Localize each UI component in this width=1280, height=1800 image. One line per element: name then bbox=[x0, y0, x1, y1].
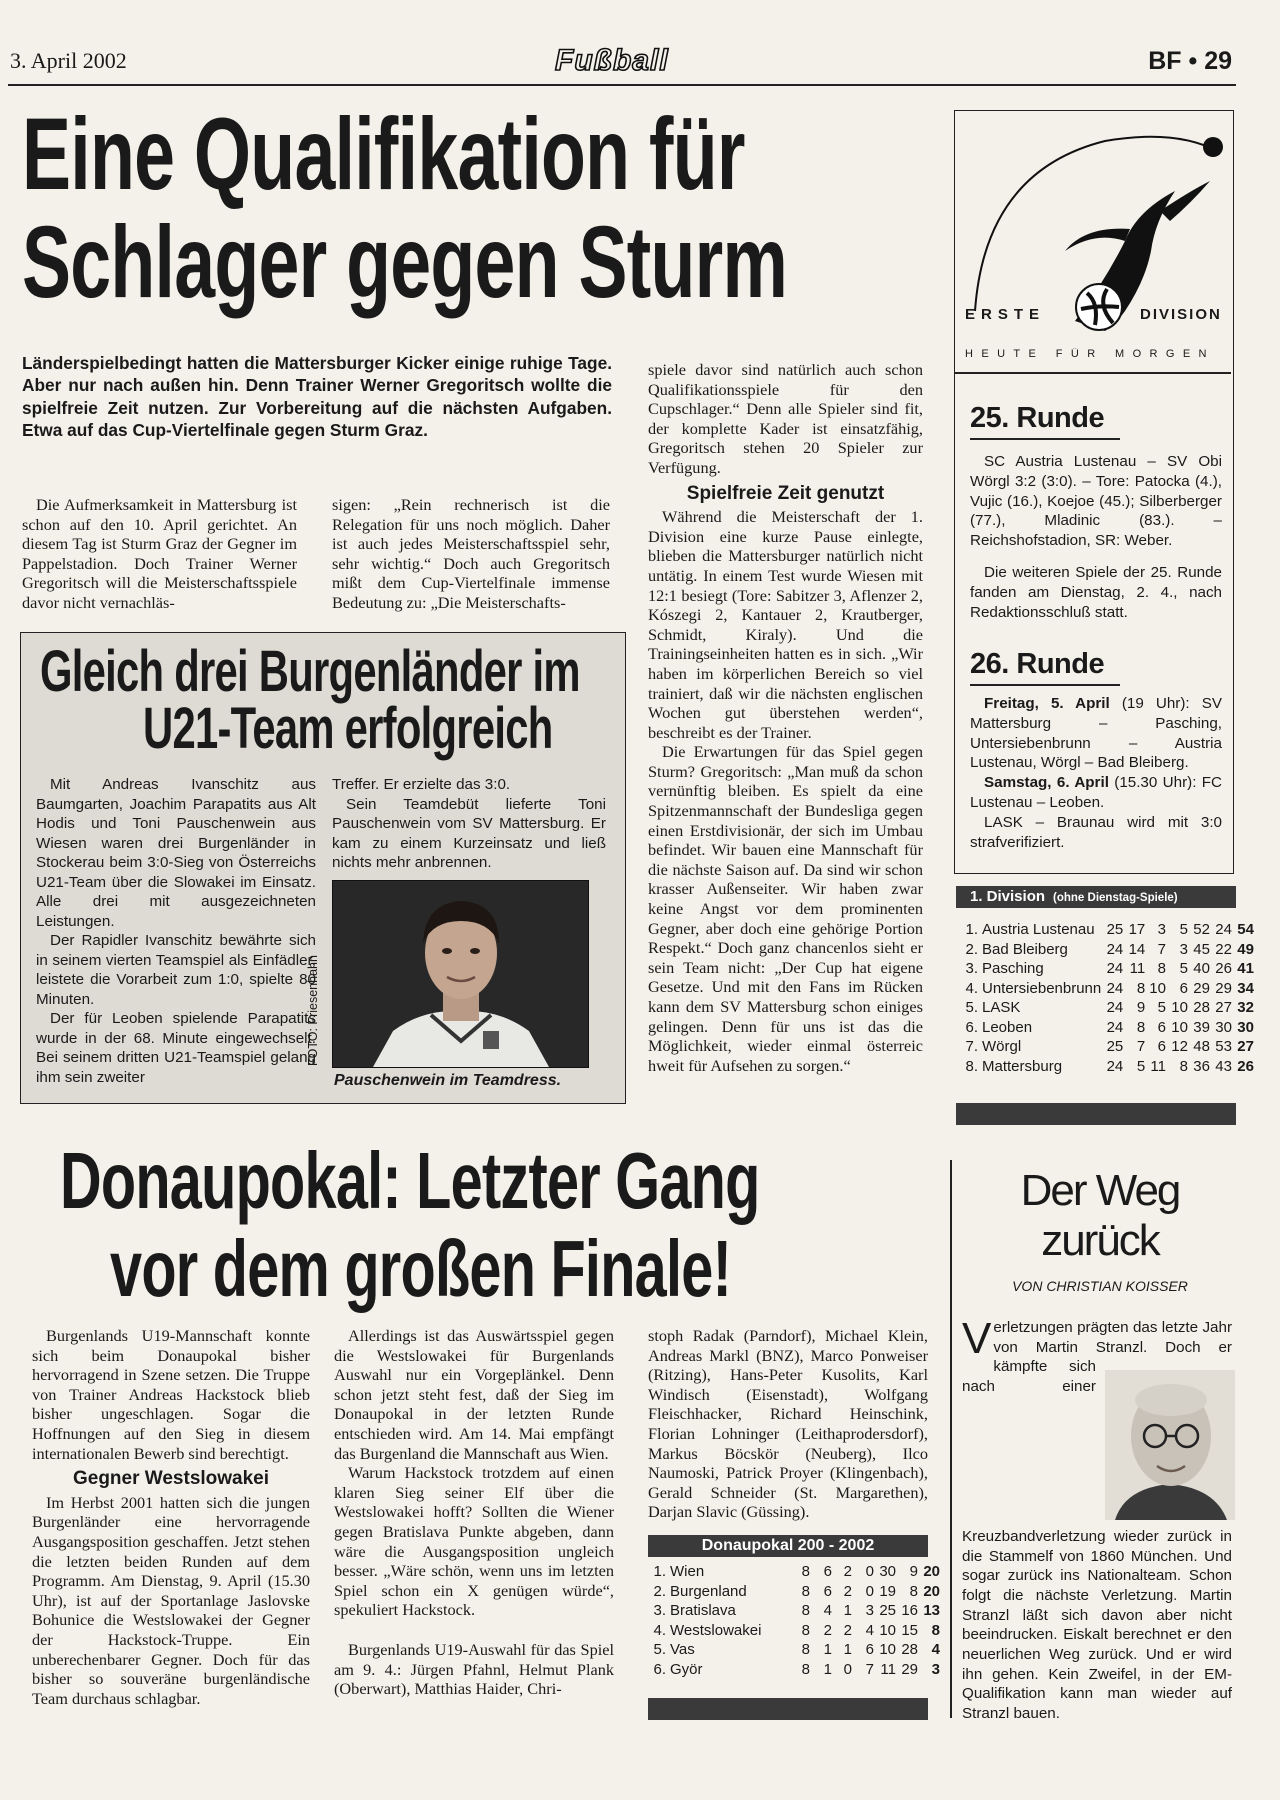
table-cell: 29 bbox=[901, 1660, 918, 1678]
table-cell: 12 bbox=[1171, 1038, 1188, 1055]
article1-subhead: Spielfreie Zeit genutzt bbox=[686, 482, 885, 504]
column-headline-line2: zurück bbox=[1041, 1216, 1159, 1265]
article2-col3 bbox=[648, 1326, 928, 1522]
page-number: BF • 29 bbox=[1148, 47, 1232, 75]
table-cell: 36 bbox=[1193, 1057, 1210, 1075]
table-cell: 8 bbox=[801, 1602, 810, 1619]
boxstory-col1 bbox=[36, 775, 316, 1087]
table-cell: 24 bbox=[1106, 999, 1124, 1016]
table-cell: 10 bbox=[1149, 979, 1166, 997]
table-cell: Untersiebenbrunn bbox=[982, 979, 1102, 997]
table-cell: 9 bbox=[1136, 999, 1146, 1016]
table-cell: 8 bbox=[1136, 979, 1146, 997]
table-cell: 3 bbox=[931, 1660, 940, 1678]
article2-col1-p1: Burgenlands U19-Mannschaft konnte sich beim Donaupokal bisher hervorragend in Szene setzen. Die Truppe von Trainer Andreas Hackstock blieb bisher ungeschlagen. Sogar die Hoffnungen auf den Sieg in diesem internationalen Bewerb sind berechtigt. bbox=[32, 1326, 310, 1463]
table-row bbox=[962, 998, 1256, 1018]
table-row bbox=[962, 1018, 1256, 1038]
table-row bbox=[650, 1562, 942, 1582]
boxstory-col2-p2: Sein Teamdebüt lieferte Toni Pauschenwein vom SV Mattersburg. Er kam zu einem Kurzeinsatz und ließ nichts mehr anbrennen. bbox=[332, 795, 606, 871]
header-rule bbox=[8, 84, 1236, 86]
table-row bbox=[650, 1640, 942, 1660]
table-cell: 8. bbox=[965, 1057, 978, 1075]
table-cell: 11 bbox=[1150, 1057, 1166, 1075]
table-cell: 22 bbox=[1215, 940, 1232, 958]
goalkeeper-logo-icon bbox=[955, 111, 1231, 386]
table-cell: 27 bbox=[1237, 1038, 1254, 1055]
table-cell: 30 bbox=[1237, 1018, 1254, 1036]
table-cell: 28 bbox=[1193, 999, 1210, 1016]
table-cell: 20 bbox=[923, 1563, 940, 1580]
table-row bbox=[962, 920, 1256, 940]
table-cell: 53 bbox=[1215, 1038, 1232, 1055]
table-cell: 40 bbox=[1193, 960, 1210, 977]
round26-sat-label: Samstag, 6. April bbox=[984, 774, 1109, 792]
table-cell: 1. bbox=[653, 1563, 666, 1580]
table-cell: 8 bbox=[801, 1621, 810, 1639]
table-cell: 15 bbox=[901, 1621, 918, 1639]
table-cell: 16 bbox=[901, 1602, 918, 1619]
table-cell: 24 bbox=[1106, 979, 1124, 997]
player-photo bbox=[332, 880, 589, 1068]
table-cell: 26 bbox=[1237, 1057, 1254, 1075]
table-cell: 11 bbox=[880, 1660, 896, 1678]
table-cell: 2. bbox=[653, 1582, 666, 1600]
division-table-header bbox=[956, 886, 1236, 908]
table-cell: Mattersburg bbox=[982, 1057, 1063, 1075]
table-cell: 1 bbox=[843, 1602, 852, 1619]
table-cell: 8 bbox=[1157, 960, 1166, 977]
article1-lead: Länderspielbedingt hatten die Mattersburger Kicker einige ruhige Tage. Aber nur nach außen hin. Denn Trainer Werner Gregoritsch wollte die spielfreie Zeit nutzen. Zur Vorbereitung auf die nächsten Aufgaben. Etwa auf das Cup-Viertelfinale gegen Sturm Graz. bbox=[22, 353, 612, 441]
donaupokal-table-title: Donaupokal 200 - 2002 bbox=[701, 1537, 875, 1554]
table-cell: 30 bbox=[879, 1563, 896, 1580]
article2-col2-p1: Allerdings ist das Auswärtsspiel gegen die Westslowakei für Burgenlands Auswahl nur ein Vorgeplänkel. Denn schon jetzt steht fest, daß der Sieg im Donaupokal in der letzten Runde entschieden wird. Am 14. Mai empfängt das Burgenland die Mannschaft aus Wien. bbox=[334, 1326, 614, 1463]
table-cell: Bad Bleiberg bbox=[982, 940, 1068, 958]
table-row bbox=[962, 959, 1256, 979]
donaupokal-standings bbox=[650, 1562, 942, 1679]
table-row bbox=[650, 1621, 942, 1641]
table-row bbox=[650, 1660, 942, 1680]
table-cell: 29 bbox=[1215, 979, 1232, 997]
boxstory-headline-line2: U21-Team erfolgreich bbox=[143, 696, 553, 761]
football-pattern-icon bbox=[1077, 285, 1121, 329]
table-cell: Leoben bbox=[982, 1018, 1033, 1036]
table-cell: 5 bbox=[1136, 1057, 1146, 1075]
table-cell: 52 bbox=[1193, 921, 1210, 938]
table-cell: 20 bbox=[923, 1582, 940, 1600]
boxstory-col1-p2: Der Rapidler Ivanschitz bewährte sich in seinem vierten Teamspiel als Einfädler, leistete die Vorarbeit zum 1:0, spielte 80 Minuten. bbox=[36, 932, 316, 1008]
table-cell: 3. bbox=[965, 960, 978, 977]
round26-fri-label: Freitag, 5. April bbox=[984, 695, 1110, 712]
table-cell: 24 bbox=[1215, 921, 1232, 938]
table-cell: 4. bbox=[965, 979, 978, 997]
table-cell: Bratislava bbox=[670, 1602, 736, 1619]
table-cell: 45 bbox=[1193, 940, 1210, 958]
table-cell: 17 bbox=[1128, 921, 1146, 938]
sidebar-logo-rule bbox=[955, 372, 1231, 374]
table-cell: 5. bbox=[965, 999, 978, 1016]
table-cell: 1. bbox=[965, 921, 978, 938]
division-table-subtitle: (ohne Dienstag-Spiele) bbox=[1053, 892, 1178, 904]
table-cell: 3 bbox=[1179, 940, 1188, 958]
table-cell: 29 bbox=[1193, 979, 1210, 997]
table-cell: 30 bbox=[1215, 1018, 1232, 1036]
table-cell: 0 bbox=[843, 1660, 852, 1678]
table-cell: 10 bbox=[879, 1621, 896, 1639]
table-cell: 34 bbox=[1237, 979, 1254, 997]
table-cell: 2. bbox=[965, 940, 978, 958]
article2-col2 bbox=[334, 1326, 614, 1699]
table-cell: 25 bbox=[1106, 1038, 1124, 1055]
article1-col3-p1: spiele davor sind natürlich auch schon Qualifikationsspiele für den Cupschlager.“ Denn alle Spieler sind fit, der komplette Kader ist einsatzfähig, Gregoritsch stehen 20 Spieler zur Verfügung. bbox=[648, 360, 923, 477]
table-cell: 3 bbox=[865, 1602, 874, 1619]
table-cell: 1 bbox=[843, 1641, 852, 1658]
table-cell: 5 bbox=[1179, 921, 1188, 938]
table-cell: 7. bbox=[965, 1038, 978, 1055]
boxstory-col1-p1: Mit Andreas Ivanschitz aus Baumgarten, Joachim Parapatits aus Alt Hodis und Toni Pauschenwein aus Wiesen waren drei Burgenländer in Stockerau beim 3:0-Sieg von Österreichs U21-Team über die Slowakei im Einsatz. Alle drei mit ausgezeichneten Leistungen. bbox=[36, 776, 316, 930]
table-cell: 25 bbox=[879, 1602, 896, 1619]
table-cell: 49 bbox=[1237, 940, 1254, 958]
table-cell: 7 bbox=[865, 1660, 874, 1678]
table-cell: 6 bbox=[823, 1582, 832, 1600]
boxstory-col2-p1: Treffer. Er erzielte das 3:0. bbox=[332, 776, 511, 793]
table-cell: 26 bbox=[1215, 960, 1232, 977]
table-cell: 1 bbox=[823, 1641, 832, 1658]
table-cell: 43 bbox=[1215, 1057, 1232, 1075]
table-cell: 28 bbox=[901, 1641, 918, 1658]
table-cell: 0 bbox=[865, 1582, 874, 1600]
table-cell: 24 bbox=[1106, 1057, 1124, 1075]
article2-headline-line2: vor dem großen Finale! bbox=[110, 1224, 732, 1313]
article1-col3 bbox=[648, 360, 923, 1075]
table-cell: 8 bbox=[1136, 1018, 1146, 1036]
round25-p2: Die weiteren Spiele der 25. Runde fanden am Dienstag, 2. 4., nach Redaktionsschluß statt. bbox=[970, 563, 1222, 621]
table-cell: 3. bbox=[653, 1602, 666, 1619]
column-byline: VON CHRISTIAN KOISSER bbox=[1012, 1278, 1188, 1294]
donaupokal-table-footer bbox=[648, 1698, 928, 1720]
article1-col2-text: sigen: „Rein rechnerisch ist die Relegation für uns noch möglich. Daher ist auch jedes Meisterschaftsspiel sehr, sehr wichtig.“ Doch auch Gregoritsch mißt dem Cup-Viertelfinale immense Bedeutung zu: „Die Meisterschafts- bbox=[332, 495, 610, 612]
table-cell: 10 bbox=[1171, 1018, 1188, 1036]
column-dropcap: V bbox=[962, 1314, 992, 1363]
photo-credit: FOTO: Friesenhahn bbox=[306, 955, 320, 1066]
round26-sat: (15.30 Uhr): FC Lustenau – Leoben. bbox=[970, 774, 1223, 811]
table-cell: 8 bbox=[801, 1641, 810, 1658]
donaupokal-table bbox=[650, 1562, 942, 1679]
article2-headline-line1: Donaupokal: Letzter Gang bbox=[60, 1136, 760, 1225]
table-cell: 24 bbox=[1106, 1018, 1124, 1036]
erste-division-logo bbox=[955, 111, 1231, 386]
donaupokal-table-header bbox=[648, 1535, 928, 1557]
division-table bbox=[962, 920, 1256, 1076]
boxstory-col1-p3: Der für Leoben spielende Parapatits wurde in der 68. Minute eingewechselt. Bei seinem dritten U21-Teamspiel gelang ihm sein zweiter bbox=[36, 1010, 316, 1086]
logo-text-left: ERSTE bbox=[965, 306, 1046, 323]
table-cell: 41 bbox=[1237, 960, 1254, 977]
table-cell: 2 bbox=[843, 1563, 852, 1580]
table-cell: 8 bbox=[801, 1563, 810, 1580]
table-cell: 2 bbox=[843, 1582, 852, 1600]
table-cell: 19 bbox=[879, 1582, 896, 1600]
logo-tagline: HEUTE FÜR MORGEN bbox=[965, 348, 1215, 360]
table-cell: 14 bbox=[1128, 940, 1146, 958]
table-row bbox=[650, 1582, 942, 1602]
round26-text bbox=[970, 694, 1222, 852]
table-cell: Westslowakei bbox=[670, 1621, 762, 1639]
article1-col3-p2: Während die Meisterschaft der 1. Division eine kurze Pause einlegte, blieben die Mattersburger natürlich nicht untätig. In einem Test wurde Wiesen mit 12:1 besiegt (Tore: Sabitzer 3, Aflenzer 2, Kószegi 2, Kantauer 2, Krautberger, Schmidt, Kiraly). Und die Trainingseinheiten hatten es in sich. „Wir haben im körperlichen Bereich so viel trainiert, daß wir die nächsten englischen Wochen gut überstehen werden“, beschreibt es der Trainer. bbox=[648, 507, 923, 742]
table-cell: 5 bbox=[1179, 960, 1188, 977]
article1-headline-line1: Eine Qualifikation für bbox=[22, 97, 745, 211]
round25-title: 25. Runde bbox=[970, 402, 1105, 434]
round26-underline bbox=[970, 684, 1120, 686]
table-cell: 4. bbox=[653, 1621, 666, 1639]
table-cell: 6 bbox=[865, 1641, 874, 1658]
round25-text bbox=[970, 452, 1222, 622]
boxstory-col2 bbox=[332, 775, 606, 873]
article2-col1 bbox=[32, 1326, 310, 1708]
table-cell: 0 bbox=[865, 1563, 874, 1580]
table-row bbox=[962, 979, 1256, 999]
round26-title: 26. Runde bbox=[970, 648, 1105, 680]
article2-col2-p3: Burgenlands U19-Auswahl für das Spiel am 9. 4.: Jürgen Pfahnl, Helmut Plank (Oberwart), Matthias Haider, Chri- bbox=[334, 1639, 614, 1699]
article1-col2 bbox=[332, 495, 610, 613]
table-cell: 4 bbox=[823, 1602, 832, 1619]
column-headline bbox=[975, 1166, 1225, 1266]
article2-col2-p2: Warum Hackstock trotzdem auf einen klaren Sieg seiner Elf über die Westslowakei hofft? Sollten die Wiener gegen Bratislava Punkte abgeben, dann wäre die Ausgangsposition ungleich besser. „Wäre schön, wenn uns im letzten Spiel schon ein X genügen würde“, spekuliert Hackstock. bbox=[334, 1463, 614, 1620]
article1-headline-line2: Schlager gegen Sturm bbox=[22, 205, 788, 319]
table-cell: 10 bbox=[879, 1641, 896, 1658]
table-cell: 6 bbox=[1157, 1018, 1166, 1036]
table-cell: 2 bbox=[843, 1621, 852, 1639]
article1-col1 bbox=[22, 495, 297, 613]
table-cell: 8 bbox=[1179, 1057, 1188, 1075]
table-cell: Pasching bbox=[982, 960, 1044, 977]
article1-col1-text: Die Aufmerksamkeit in Mattersburg ist schon auf den 10. April gerichtet. An diesem Tag ist Sturm Graz der Gegner im Pappelstadion. Doch Trainer Werner Gregoritsch will die Meisterschaftsspiele davor nicht vernachläs- bbox=[22, 495, 297, 612]
article1-col3-p3: Die Erwartungen für das Spiel gegen Sturm? Gregoritsch: „Man muß da schon vernünftig bleiben. Es spielt da eine Spitzenmannschaft der Bundesliga gegen einen Erstdivisionär, der sich im Umbau befindet. Wir bauen eine Mannschaft für die nächste Saison auf. Da sind wir schon krasser Außenseiter. Wir haben zwar keine Angst vor dem prominenten Gegner, aber doch eine gehörige Portion Respekt.“ Doch ganz chancenlos sieht er sein Team nicht: „Der Cup hat eigene Gesetze. Und mit den Fans im Rücken kann dem SV Mattersburg schon einiges gelingen. Denn für uns ist das die Möglichkeit, wieder einmal österreic hweit für Aufsehen zu sorgen.“ bbox=[648, 742, 923, 1075]
column-text: erletzungen prägten das letzte Jahr von Martin Stranzl. Doch er kämpfte sich nach einer Kreuzbandverletzung wieder zurück in die Stammelf von 1860 München. Und sogar zurück ins Nationalteam. Schon folgt die nächste Verletzung. Martin Stranzl läßt sich davon aber nicht beeindrucken. Eiskalt berechnet er den neuerlichen Weg zurück. Und er wird ihn gehen. Kein Zweifel, in der EM-Qualifikation kann man wieder auf Stranzl bauen. bbox=[962, 1319, 1232, 1723]
table-cell: 24 bbox=[1106, 940, 1124, 958]
table-cell: 3 bbox=[1157, 921, 1166, 938]
table-row bbox=[962, 1057, 1256, 1077]
table-cell: 9 bbox=[909, 1563, 918, 1580]
table-cell: 48 bbox=[1193, 1038, 1210, 1055]
boxstory-headline-line1: Gleich drei Burgenländer im bbox=[40, 639, 580, 704]
column-headline-line1: Der Weg bbox=[1020, 1166, 1180, 1215]
table-cell: 8 bbox=[931, 1621, 940, 1639]
table-cell: 13 bbox=[923, 1602, 940, 1619]
table-cell: 6 bbox=[1179, 979, 1188, 997]
division-table-footer bbox=[956, 1103, 1236, 1125]
table-cell: 25 bbox=[1106, 921, 1124, 938]
table-cell: 27 bbox=[1215, 999, 1232, 1016]
table-cell: LASK bbox=[982, 999, 1021, 1016]
column-divider bbox=[950, 1160, 952, 1718]
player-photo-image bbox=[333, 881, 588, 1067]
table-cell: 11 bbox=[1129, 960, 1146, 977]
table-cell: 10 bbox=[1171, 999, 1188, 1016]
table-cell: 5. bbox=[653, 1641, 666, 1658]
football-icon bbox=[1075, 283, 1123, 331]
article2-col1-p2: Im Herbst 2001 hatten sich die jungen Burgenländer eine hervorragende Ausgangsposition geschaffen. Jetzt stehen die letzten beiden Runden auf dem Programm. Am Dienstag, 9. April (15.30 Uhr), ist auf der Sportanlage Jaslovske Bohunice die Westslowakei der Gegner der Hackstock-Truppe. Ein unberechenbarer Gegner. Doch für das bisher so souveräne burgenländische Team durchaus schlagbar. bbox=[32, 1492, 310, 1708]
table-row bbox=[962, 1037, 1256, 1057]
article2-subhead: Gegner Westslowakei bbox=[72, 1468, 270, 1490]
division-standings bbox=[962, 920, 1256, 1076]
table-cell: Burgenland bbox=[670, 1582, 747, 1600]
table-cell: 32 bbox=[1237, 999, 1254, 1016]
round25-underline bbox=[970, 438, 1120, 440]
table-cell: Wörgl bbox=[982, 1038, 1022, 1055]
table-row bbox=[962, 940, 1256, 960]
round26-p3: LASK – Braunau wird mit 3:0 strafverifiziert. bbox=[970, 813, 1222, 851]
table-cell: 2 bbox=[823, 1621, 832, 1639]
table-cell: Austria Lustenau bbox=[982, 921, 1095, 938]
table-cell: 1 bbox=[823, 1660, 832, 1678]
table-cell: 8 bbox=[801, 1660, 810, 1678]
logo-text-right: DIVISION bbox=[1140, 306, 1222, 323]
section-logo: Fußball bbox=[555, 44, 669, 77]
table-cell: 39 bbox=[1193, 1018, 1210, 1036]
table-cell: 4 bbox=[865, 1621, 874, 1639]
table-cell: 7 bbox=[1136, 1038, 1146, 1055]
table-cell: Vas bbox=[670, 1641, 695, 1658]
table-cell: Györ bbox=[670, 1660, 703, 1678]
table-cell: 6 bbox=[823, 1563, 832, 1580]
column-body bbox=[962, 1314, 1232, 1724]
article2-col3-p1: stoph Radak (Parndorf), Michael Klein, Andreas Markl (BNZ), Marco Ponweiser (Ritzing), Hans-Peter Kusolits, Karl Windisch (Eisenstadt), Wolfgang Fleischhacker, Richard Heinschink, Florian Lohninger (Leithaprodersdorf), Markus Böcskör (Neuberg), Ilco Naumoski, Patrick Proyer (Klingenbach), Gerald Schneider (St. Margarethen), Darjan Slavic (Güssing). bbox=[648, 1326, 928, 1522]
table-cell: 4 bbox=[931, 1641, 940, 1658]
table-cell: 8 bbox=[909, 1582, 918, 1600]
table-cell: 54 bbox=[1237, 921, 1254, 938]
table-cell: 6. bbox=[965, 1018, 978, 1036]
table-cell: 8 bbox=[801, 1582, 810, 1600]
round25-p1: SC Austria Lustenau – SV Obi Wörgl 3:2 (3:0). – Tore: Patocka (4.), Vujic (16.), Koejoe (45.); Silberberger (77.), Mladinic (83.). – Reichshofstadion, SR: Weber. bbox=[970, 453, 1222, 550]
round26-fri: (19 Uhr): SV Mattersburg – Pasching, Untersiebenbrunn – Austria Lustenau, Wörgl – Bad Bleiberg. bbox=[970, 695, 1222, 772]
header-date: 3. April 2002 bbox=[10, 48, 127, 73]
table-cell: 24 bbox=[1106, 960, 1124, 977]
table-cell: Wien bbox=[670, 1563, 705, 1580]
division-table-title: 1. Division bbox=[970, 888, 1046, 905]
table-cell: 7 bbox=[1157, 940, 1166, 958]
table-row bbox=[650, 1601, 942, 1621]
table-cell: 5 bbox=[1157, 999, 1166, 1016]
table-cell: 6 bbox=[1157, 1038, 1166, 1055]
table-cell: 6. bbox=[653, 1660, 666, 1678]
photo-caption: Pauschenwein im Teamdress. bbox=[334, 1072, 562, 1089]
